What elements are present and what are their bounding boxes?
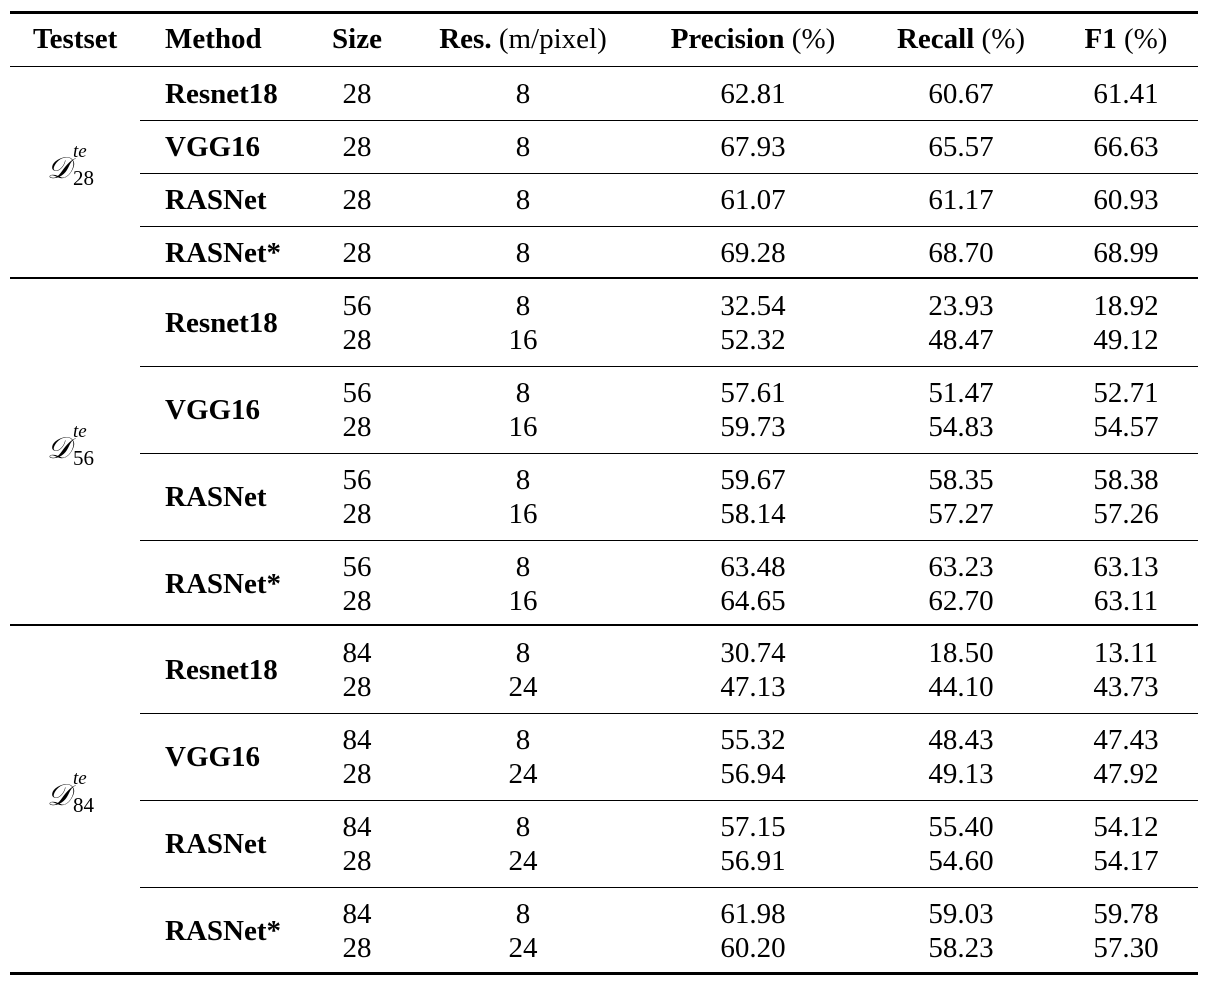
testset-label [47,767,117,822]
cell-size: 56 [342,289,372,322]
cell-f1: 68.99 [1093,236,1159,269]
cell-f1: 58.38 [1093,463,1159,496]
cell-res: 8 [515,130,531,163]
method-rule [140,226,1198,227]
header-recall-unit: (%) [981,23,1026,55]
cell-precision: 52.32 [720,323,786,356]
cell-recall: 49.13 [928,757,994,790]
cell-res: 16 [508,410,538,443]
cell-precision: 57.15 [720,810,786,843]
method-name: RASNet [165,480,267,513]
cell-f1: 61.41 [1093,77,1159,110]
method-rule [140,540,1198,541]
cell-f1: 57.26 [1093,497,1159,530]
cell-f1: 18.92 [1093,289,1159,322]
cell-precision: 59.73 [720,410,786,443]
cell-f1: 57.30 [1093,931,1159,964]
cell-precision: 32.54 [720,289,786,322]
method-name: RASNet* [165,567,281,600]
testset-symbol: 𝒟 [47,151,71,186]
cell-recall: 62.70 [928,584,994,617]
group-rule [10,624,1198,626]
cell-recall: 58.35 [928,463,994,496]
cell-res: 8 [515,77,531,110]
cell-recall: 68.70 [928,236,994,269]
method-name: Resnet18 [165,306,278,339]
header-resolution [439,22,607,56]
cell-res: 16 [508,584,538,617]
header-res-label: Res. [439,23,492,55]
cell-f1: 47.92 [1093,757,1159,790]
method-name: RASNet [165,827,267,860]
cell-recall: 59.03 [928,897,994,930]
header-testset: Testset [33,23,118,55]
cell-recall: 23.93 [928,289,994,322]
top-rule [10,11,1198,14]
method-name: RASNet* [165,236,281,269]
cell-recall: 18.50 [928,636,994,669]
header-method: Method [165,23,262,55]
cell-res: 24 [508,757,538,790]
header-precision-unit: (%) [791,23,836,55]
method-name: Resnet18 [165,77,278,110]
cell-precision: 64.65 [720,584,786,617]
cell-precision: 60.20 [720,931,786,964]
testset-symbol: 𝒟 [47,430,71,466]
cell-size: 84 [342,897,372,930]
cell-size: 28 [342,584,372,617]
cell-precision: 57.61 [720,376,786,409]
method-name: VGG16 [165,130,261,163]
cell-size: 28 [342,757,372,790]
testset-symbol: 𝒟 [47,777,71,813]
cell-precision: 58.14 [720,497,786,530]
cell-size: 28 [342,931,372,964]
cell-size: 56 [342,463,372,496]
cell-recall: 54.83 [928,410,994,443]
cell-size: 56 [342,550,372,583]
cell-res: 8 [515,723,531,756]
cell-recall: 44.10 [928,670,994,703]
cell-f1: 60.93 [1093,183,1159,216]
header-rule [10,66,1198,67]
cell-precision: 47.13 [720,670,786,703]
cell-f1: 13.11 [1093,636,1159,669]
cell-res: 8 [515,463,531,496]
header-f1-label: F1 [1084,23,1117,55]
cell-res: 16 [508,323,538,356]
method-name: RASNet [165,183,267,216]
testset-label [47,141,117,195]
cell-precision: 59.67 [720,463,786,496]
cell-f1: 66.63 [1093,130,1159,163]
cell-size: 28 [342,323,372,356]
cell-res: 24 [508,670,538,703]
cell-f1: 59.78 [1093,897,1159,930]
method-name: VGG16 [165,740,261,773]
cell-precision: 63.48 [720,550,786,583]
cell-res: 16 [508,497,538,530]
cell-res: 8 [515,810,531,843]
cell-f1: 47.43 [1093,723,1159,756]
header-recall-label: Recall [896,23,975,55]
cell-res: 8 [515,236,531,269]
header-precision-label: Precision [670,23,785,55]
method-rule [140,173,1198,174]
cell-size: 28 [342,236,372,269]
cell-size: 28 [342,77,372,110]
testset-superscript: te [73,767,87,789]
cell-f1: 54.57 [1093,410,1159,443]
cell-recall: 57.27 [928,497,994,530]
method-rule [140,366,1198,367]
cell-size: 84 [342,810,372,843]
method-name: RASNet* [165,914,281,947]
cell-recall: 65.57 [928,130,994,163]
cell-recall: 48.47 [928,323,994,356]
testset-subscript: 56 [73,445,94,470]
testset-label [47,420,117,475]
cell-precision: 55.32 [720,723,786,756]
cell-res: 8 [515,550,531,583]
cell-recall: 54.60 [928,844,994,877]
header-f1-unit: (%) [1123,23,1168,55]
cell-precision: 61.07 [720,183,786,216]
cell-size: 28 [342,844,372,877]
cell-precision: 56.94 [720,757,786,790]
testset-superscript: te [73,420,87,442]
method-name: VGG16 [165,393,261,426]
testset-subscript: 84 [73,792,94,817]
cell-f1: 54.17 [1093,844,1159,877]
cell-res: 8 [515,289,531,322]
header-res-unit: (m/pixel) [498,23,607,55]
testset-subscript: 28 [73,166,94,190]
bottom-rule [10,972,1198,975]
header-recall [897,22,1025,56]
header-size: Size [332,23,382,55]
cell-recall: 63.23 [928,550,994,583]
cell-size: 84 [342,723,372,756]
cell-size: 28 [342,183,372,216]
cell-f1: 49.12 [1093,323,1159,356]
cell-recall: 61.17 [928,183,994,216]
cell-f1: 63.13 [1093,550,1159,583]
method-rule [140,120,1198,121]
group-rule [10,277,1198,279]
cell-size: 56 [342,376,372,409]
cell-f1: 43.73 [1093,670,1159,703]
cell-precision: 62.81 [720,77,786,110]
method-rule [140,453,1198,454]
cell-res: 8 [515,897,531,930]
cell-res: 24 [508,844,538,877]
cell-precision: 61.98 [720,897,786,930]
method-name: Resnet18 [165,653,278,686]
testset-superscript: te [73,141,87,162]
cell-recall: 58.23 [928,931,994,964]
cell-res: 24 [508,931,538,964]
cell-size: 28 [342,670,372,703]
cell-recall: 55.40 [928,810,994,843]
method-rule [140,887,1198,888]
cell-f1: 54.12 [1093,810,1159,843]
method-rule [140,800,1198,801]
method-rule [140,713,1198,714]
cell-recall: 51.47 [928,376,994,409]
cell-precision: 69.28 [720,236,786,269]
cell-size: 28 [342,497,372,530]
cell-res: 8 [515,636,531,669]
cell-recall: 60.67 [928,77,994,110]
cell-precision: 30.74 [720,636,786,669]
cell-f1: 52.71 [1093,376,1159,409]
cell-size: 28 [342,410,372,443]
header-f1 [1085,22,1168,56]
cell-size: 84 [342,636,372,669]
cell-f1: 63.11 [1093,584,1159,617]
cell-res: 8 [515,183,531,216]
cell-recall: 48.43 [928,723,994,756]
cell-precision: 56.91 [720,844,786,877]
cell-size: 28 [342,130,372,163]
cell-precision: 67.93 [720,130,786,163]
cell-res: 8 [515,376,531,409]
header-precision [671,22,836,56]
